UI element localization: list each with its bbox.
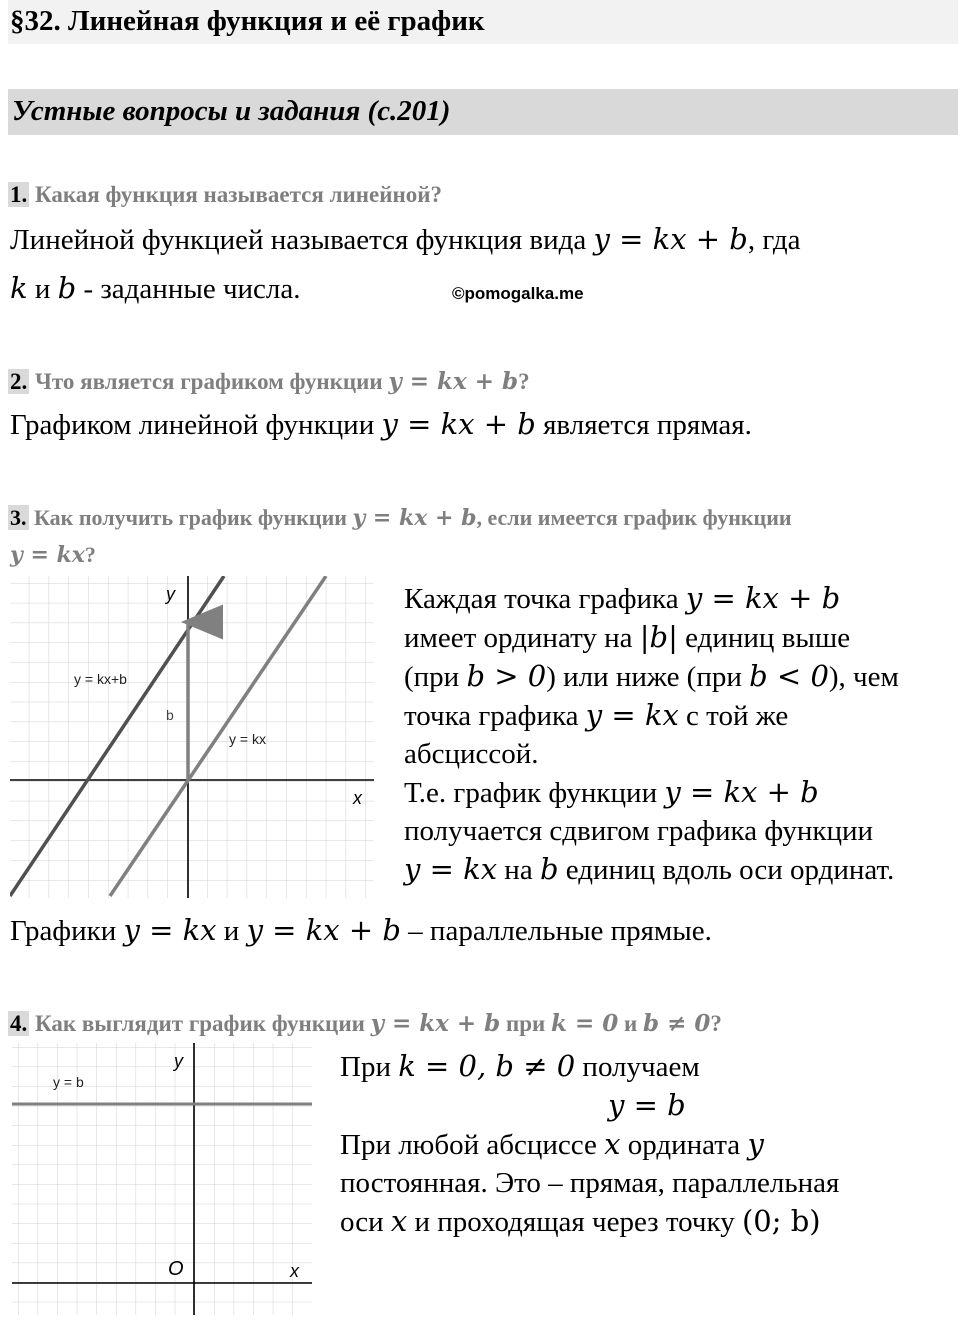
answer-4 bbox=[340, 1047, 839, 1241]
formula: y bbox=[747, 1127, 764, 1161]
formula: (0; b) bbox=[741, 1204, 821, 1238]
question-1 bbox=[8, 182, 442, 208]
formula: y = kx + b bbox=[370, 1010, 501, 1037]
answer-text: единиц выше bbox=[677, 622, 851, 654]
answer-text: Каждая точка графика bbox=[404, 583, 686, 615]
answer-line: получается сдвигом графика функции bbox=[404, 815, 874, 847]
answer-text: При любой абсциссе bbox=[340, 1129, 605, 1161]
answer-text: (при bbox=[404, 661, 467, 693]
y-axis-label: y bbox=[166, 584, 175, 604]
answer-text: , гда bbox=[747, 224, 801, 256]
question-text: ? bbox=[84, 542, 96, 567]
answer-text: оси bbox=[340, 1206, 391, 1238]
graph-constant-function bbox=[12, 1043, 312, 1315]
question-3-line-2 bbox=[10, 542, 96, 568]
subsection-title: Устные вопросы и задания (с.201) bbox=[8, 89, 958, 135]
shift-label-b: b bbox=[166, 707, 174, 723]
formula: y = kx bbox=[404, 852, 498, 886]
answer-text: Т.е. график функции bbox=[404, 777, 665, 809]
section-title: §32. Линейная функция и её график bbox=[8, 0, 958, 44]
answer-text: ), чем bbox=[828, 661, 899, 693]
question-number: 2. bbox=[10, 369, 28, 394]
question-4 bbox=[8, 1010, 722, 1037]
answer-line bbox=[404, 773, 899, 812]
question-number: 3. bbox=[10, 505, 27, 530]
formula: y = kx + b bbox=[388, 368, 519, 395]
formula: b ≠ 0 bbox=[643, 1010, 711, 1037]
answer-text: ) или ниже (при bbox=[546, 661, 750, 693]
answer-text: и проходящая через точку bbox=[407, 1206, 742, 1238]
question-text: при bbox=[500, 1011, 552, 1036]
answer-line bbox=[404, 579, 899, 618]
y-axis-label: y bbox=[174, 1051, 183, 1071]
formula: b > 0 bbox=[466, 659, 547, 693]
x-axis-label: x bbox=[353, 788, 362, 808]
answer-line bbox=[404, 618, 899, 657]
question-number: 4. bbox=[10, 1011, 28, 1036]
answer-text: - заданные числа. bbox=[76, 273, 301, 305]
formula: k bbox=[10, 271, 28, 305]
formula: y = kx + b bbox=[381, 407, 536, 441]
answer-text: При bbox=[340, 1051, 399, 1083]
watermark: ©pomogalka.me bbox=[452, 284, 584, 303]
answer-text: получаем bbox=[575, 1051, 700, 1083]
question-text: Как получить график функции bbox=[34, 505, 353, 530]
answer-text: на bbox=[497, 854, 540, 886]
answer-text: единиц вдоль оси ординат. bbox=[558, 854, 895, 886]
question-number: 1. bbox=[10, 182, 28, 207]
answer-line: абсциссой. bbox=[404, 738, 539, 770]
formula: b bbox=[539, 852, 559, 886]
answer-line bbox=[404, 696, 899, 735]
parallel-statement bbox=[10, 911, 712, 950]
answer-line: постоянная. Это – прямая, параллельная bbox=[340, 1167, 840, 1199]
formula: k = 0 bbox=[551, 1010, 619, 1037]
formula: |b| bbox=[639, 620, 678, 654]
formula: y = kx + b bbox=[246, 913, 401, 947]
question-text: Какая функция называется линейной? bbox=[35, 182, 442, 207]
origin-label: O bbox=[168, 1258, 184, 1280]
line-label-kx: y = kx bbox=[229, 731, 266, 747]
formula: y = b bbox=[608, 1088, 686, 1122]
answer-text: имеет ординату на bbox=[404, 622, 640, 654]
answer-1-line-1 bbox=[10, 220, 800, 259]
question-text: и bbox=[618, 1011, 644, 1036]
answer-line bbox=[340, 1202, 839, 1241]
formula: x bbox=[604, 1127, 621, 1161]
formula: y = kx bbox=[10, 542, 85, 568]
x-axis-label: x bbox=[290, 1261, 299, 1281]
answer-text: является прямая. bbox=[535, 409, 752, 441]
question-text: ? bbox=[518, 369, 530, 394]
formula: b < 0 bbox=[749, 659, 829, 693]
line-label-y-b: y = b bbox=[53, 1074, 84, 1090]
question-text: Что является графиком функции bbox=[35, 369, 389, 394]
formula: y = kx + b bbox=[664, 775, 819, 809]
answer-line bbox=[340, 1047, 839, 1086]
formula: x bbox=[390, 1204, 408, 1238]
answer-text: Графиком линейной функции bbox=[10, 409, 382, 441]
formula: b bbox=[57, 271, 77, 305]
answer-text: Линейной функцией называется функция вида bbox=[10, 224, 594, 256]
formula: k = 0, b ≠ 0 bbox=[398, 1049, 576, 1083]
answer-text: и bbox=[27, 273, 58, 305]
line-label-kx-plus-b: y = kx+b bbox=[74, 671, 127, 687]
answer-text: и bbox=[216, 915, 247, 947]
answer-text: – параллельные прямые. bbox=[400, 915, 712, 947]
question-2 bbox=[8, 368, 530, 395]
answer-1-line-2 bbox=[10, 269, 301, 308]
graph-linear-shift bbox=[10, 576, 374, 898]
formula: y = kx + b bbox=[685, 581, 841, 615]
answer-text: ордината bbox=[620, 1129, 748, 1161]
question-text: Как выглядит график функции bbox=[35, 1011, 371, 1036]
answer-text: с той же bbox=[678, 700, 789, 732]
question-text: , если имеется график функции bbox=[476, 505, 792, 530]
answer-text: точка графика bbox=[404, 700, 586, 732]
formula: y = kx bbox=[123, 913, 217, 947]
answer-line bbox=[340, 1125, 839, 1164]
formula: y = kx bbox=[585, 698, 679, 732]
answer-2 bbox=[10, 405, 752, 444]
formula: y = kx + b bbox=[352, 505, 477, 531]
answer-3 bbox=[404, 579, 899, 889]
answer-line bbox=[404, 657, 899, 696]
formula: y = kx + b bbox=[593, 222, 748, 256]
answer-text: Графики bbox=[10, 915, 124, 947]
answer-line bbox=[340, 1086, 839, 1125]
question-3 bbox=[8, 505, 792, 531]
question-text: ? bbox=[710, 1011, 722, 1036]
answer-line bbox=[404, 850, 899, 889]
